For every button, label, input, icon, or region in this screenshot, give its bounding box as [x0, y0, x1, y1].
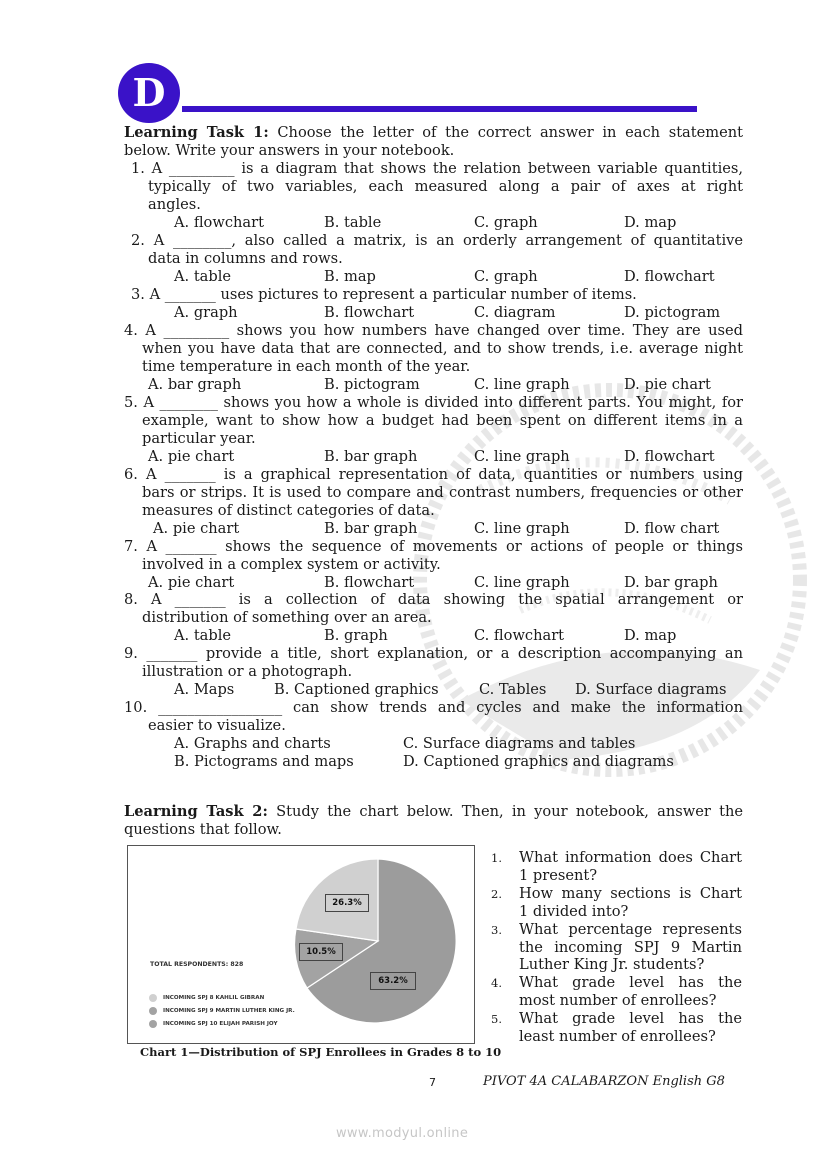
q1-option-d: D. map [624, 214, 677, 231]
chart-legend [149, 991, 295, 1030]
legend-dot-icon [149, 994, 157, 1002]
question-2-line1: 2. A ________, also called a matrix, is an orderly arrangement of quantitative [131, 232, 743, 249]
list-item: 5. What grade level has the least number of enrollees? [491, 1010, 742, 1046]
q2-option-a: A. table [174, 268, 232, 285]
page-number: 7 [429, 1076, 436, 1089]
q5-option-d: D. flowchart [624, 448, 715, 465]
question-6-line3: measures of distinct categories of data. [142, 502, 435, 519]
q1-option-c: C. graph [474, 214, 538, 231]
list-item: 2. How many sections is Chart 1 divided into? [491, 884, 742, 920]
list-item: 4. What grade level has the most number of enrollees? [491, 974, 742, 1010]
total-respondents: TOTAL RESPONDENTS: 828 [150, 961, 244, 968]
question-10-line2: easier to visualize. [148, 717, 286, 734]
question-8-line1: 8. A _______ is a collection of data showing the spatial arrangement or [124, 591, 743, 608]
q6-option-d: D. flow chart [624, 520, 720, 537]
task1-intro-line2: below. Write your answers in your notebook. [124, 142, 455, 159]
q7-option-c: C. line graph [474, 574, 570, 591]
chart-caption: Chart 1—Distribution of SPJ Enrollees in Grades 8 to 10 [140, 1045, 502, 1059]
q9-option-d: D. Surface diagrams [575, 681, 727, 698]
task1-heading: Learning Task 1: [124, 124, 269, 141]
task2-intro: Learning Task 2: Study the chart below. Then, in your notebook, answer the [124, 803, 744, 820]
legend-item: INCOMING SPJ 9 MARTIN LUTHER KING JR. [149, 1004, 295, 1017]
q9-option-b: B. Captioned graphics [274, 681, 439, 698]
q6-option-a: A. pie chart [153, 520, 240, 537]
q9-option-a: A. Maps [174, 681, 235, 698]
question-1-line1: 1. A _________ is a diagram that shows the relation between variable quantities, [131, 160, 743, 177]
q4-option-b: B. pictogram [324, 376, 420, 393]
legend-item: INCOMING SPJ 8 KAHLIL GIBRAN [149, 991, 295, 1004]
q5-option-c: C. line graph [474, 448, 570, 465]
q10-option-d: D. Captioned graphics and diagrams [403, 753, 674, 770]
q6-option-b: B. bar graph [324, 520, 418, 537]
q6-option-c: C. line graph [474, 520, 570, 537]
task1-intro: Learning Task 1: Choose the letter of the correct answer in each statement [124, 124, 743, 141]
q8-option-a: A. table [174, 627, 232, 644]
q2-option-b: B. map [324, 268, 376, 285]
question-1-line3: angles. [148, 196, 201, 213]
question-3-line1: 3. A _______ uses pictures to represent a particular number of items. [131, 286, 637, 303]
question-6-line1: 6. A _______ is a graphical representation of data, quantities or numbers using [124, 466, 743, 483]
q3-option-a: A. graph [174, 304, 238, 321]
section-rule [182, 106, 697, 112]
question-10-line1: 10. _________________ can show trends and cycles and make the information [124, 699, 743, 716]
q8-option-c: C. flowchart [474, 627, 565, 644]
q3-option-c: C. diagram [474, 304, 556, 321]
q1-option-a: A. flowchart [174, 214, 264, 231]
q3-option-b: B. flowchart [324, 304, 415, 321]
question-9-line2: illustration or a photograph. [142, 663, 353, 680]
question-6-line2: bars or strips. It is used to compare and contrast numbers, frequencies or other [142, 484, 743, 501]
question-4-line1: 4. A _________ shows you how numbers have changed over time. They are used [124, 322, 743, 339]
q8-option-d: D. map [624, 627, 677, 644]
site-watermark: www.modyul.online [336, 1126, 469, 1141]
q5-option-b: B. bar graph [324, 448, 418, 465]
q4-option-d: D. pie chart [624, 376, 711, 393]
question-2-line2: data in columns and rows. [148, 250, 343, 267]
q4-option-a: A. bar graph [148, 376, 242, 393]
q10-option-a: A. Graphs and charts [174, 735, 331, 752]
slice-label-10: 10.5% [299, 943, 343, 961]
slice-label-63: 63.2% [370, 972, 416, 990]
pie-chart [127, 845, 475, 1044]
footer-title: PIVOT 4A CALABARZON English G8 [483, 1074, 725, 1089]
question-4-line3: time temperature in each month of the year. [142, 358, 471, 375]
q2-option-c: C. graph [474, 268, 538, 285]
question-4-line2: when you have data that are connected, and to show trends, i.e. average night [142, 340, 743, 357]
question-8-line2: distribution of something over an area. [142, 609, 432, 626]
question-5-line3: particular year. [142, 430, 256, 447]
section-badge: D [118, 63, 180, 123]
question-1-line2: typically of two variables, each measured along a pair of axes at right [148, 178, 743, 195]
q2-option-d: D. flowchart [624, 268, 715, 285]
q10-option-b: B. Pictograms and maps [174, 753, 354, 770]
seal-watermark-icon [400, 370, 820, 790]
q8-option-b: B. graph [324, 627, 388, 644]
task2-heading: Learning Task 2: [124, 803, 268, 820]
q7-option-a: A. pie chart [148, 574, 235, 591]
task2-intro-line2: questions that follow. [124, 821, 282, 838]
question-9-line1: 9. _______ provide a title, short explanation, or a description accompanying an [124, 645, 743, 662]
q10-option-c: C. Surface diagrams and tables [403, 735, 636, 752]
legend-dot-icon [149, 1007, 157, 1015]
legend-dot-icon [149, 1020, 157, 1028]
question-7-line1: 7. A _______ shows the sequence of movements or actions of people or things [124, 538, 743, 555]
list-item: 3. What percentage represents the incoming SPJ 9 Martin Luther King Jr. students? [491, 920, 742, 974]
q3-option-d: D. pictogram [624, 304, 721, 321]
legend-item: INCOMING SPJ 10 ELIJAH PARISH JOY [149, 1017, 295, 1030]
q1-option-b: B. table [324, 214, 382, 231]
list-item: 1. What information does Chart 1 present? [491, 849, 742, 884]
q9-option-c: C. Tables [479, 681, 547, 698]
slice-label-26: 26.3% [325, 894, 369, 912]
q5-option-a: A. pie chart [148, 448, 235, 465]
q4-option-c: C. line graph [474, 376, 570, 393]
question-5-line1: 5. A ________ shows you how a whole is divided into different parts. You might, for [124, 394, 743, 411]
question-5-line2: example, want to show how a budget had been spent on different items in a [142, 412, 743, 429]
q7-option-b: B. flowchart [324, 574, 415, 591]
question-7-line2: involved in a complex system or activity. [142, 556, 441, 573]
task2-question-list [491, 849, 742, 1046]
q7-option-d: D. bar graph [624, 574, 718, 591]
